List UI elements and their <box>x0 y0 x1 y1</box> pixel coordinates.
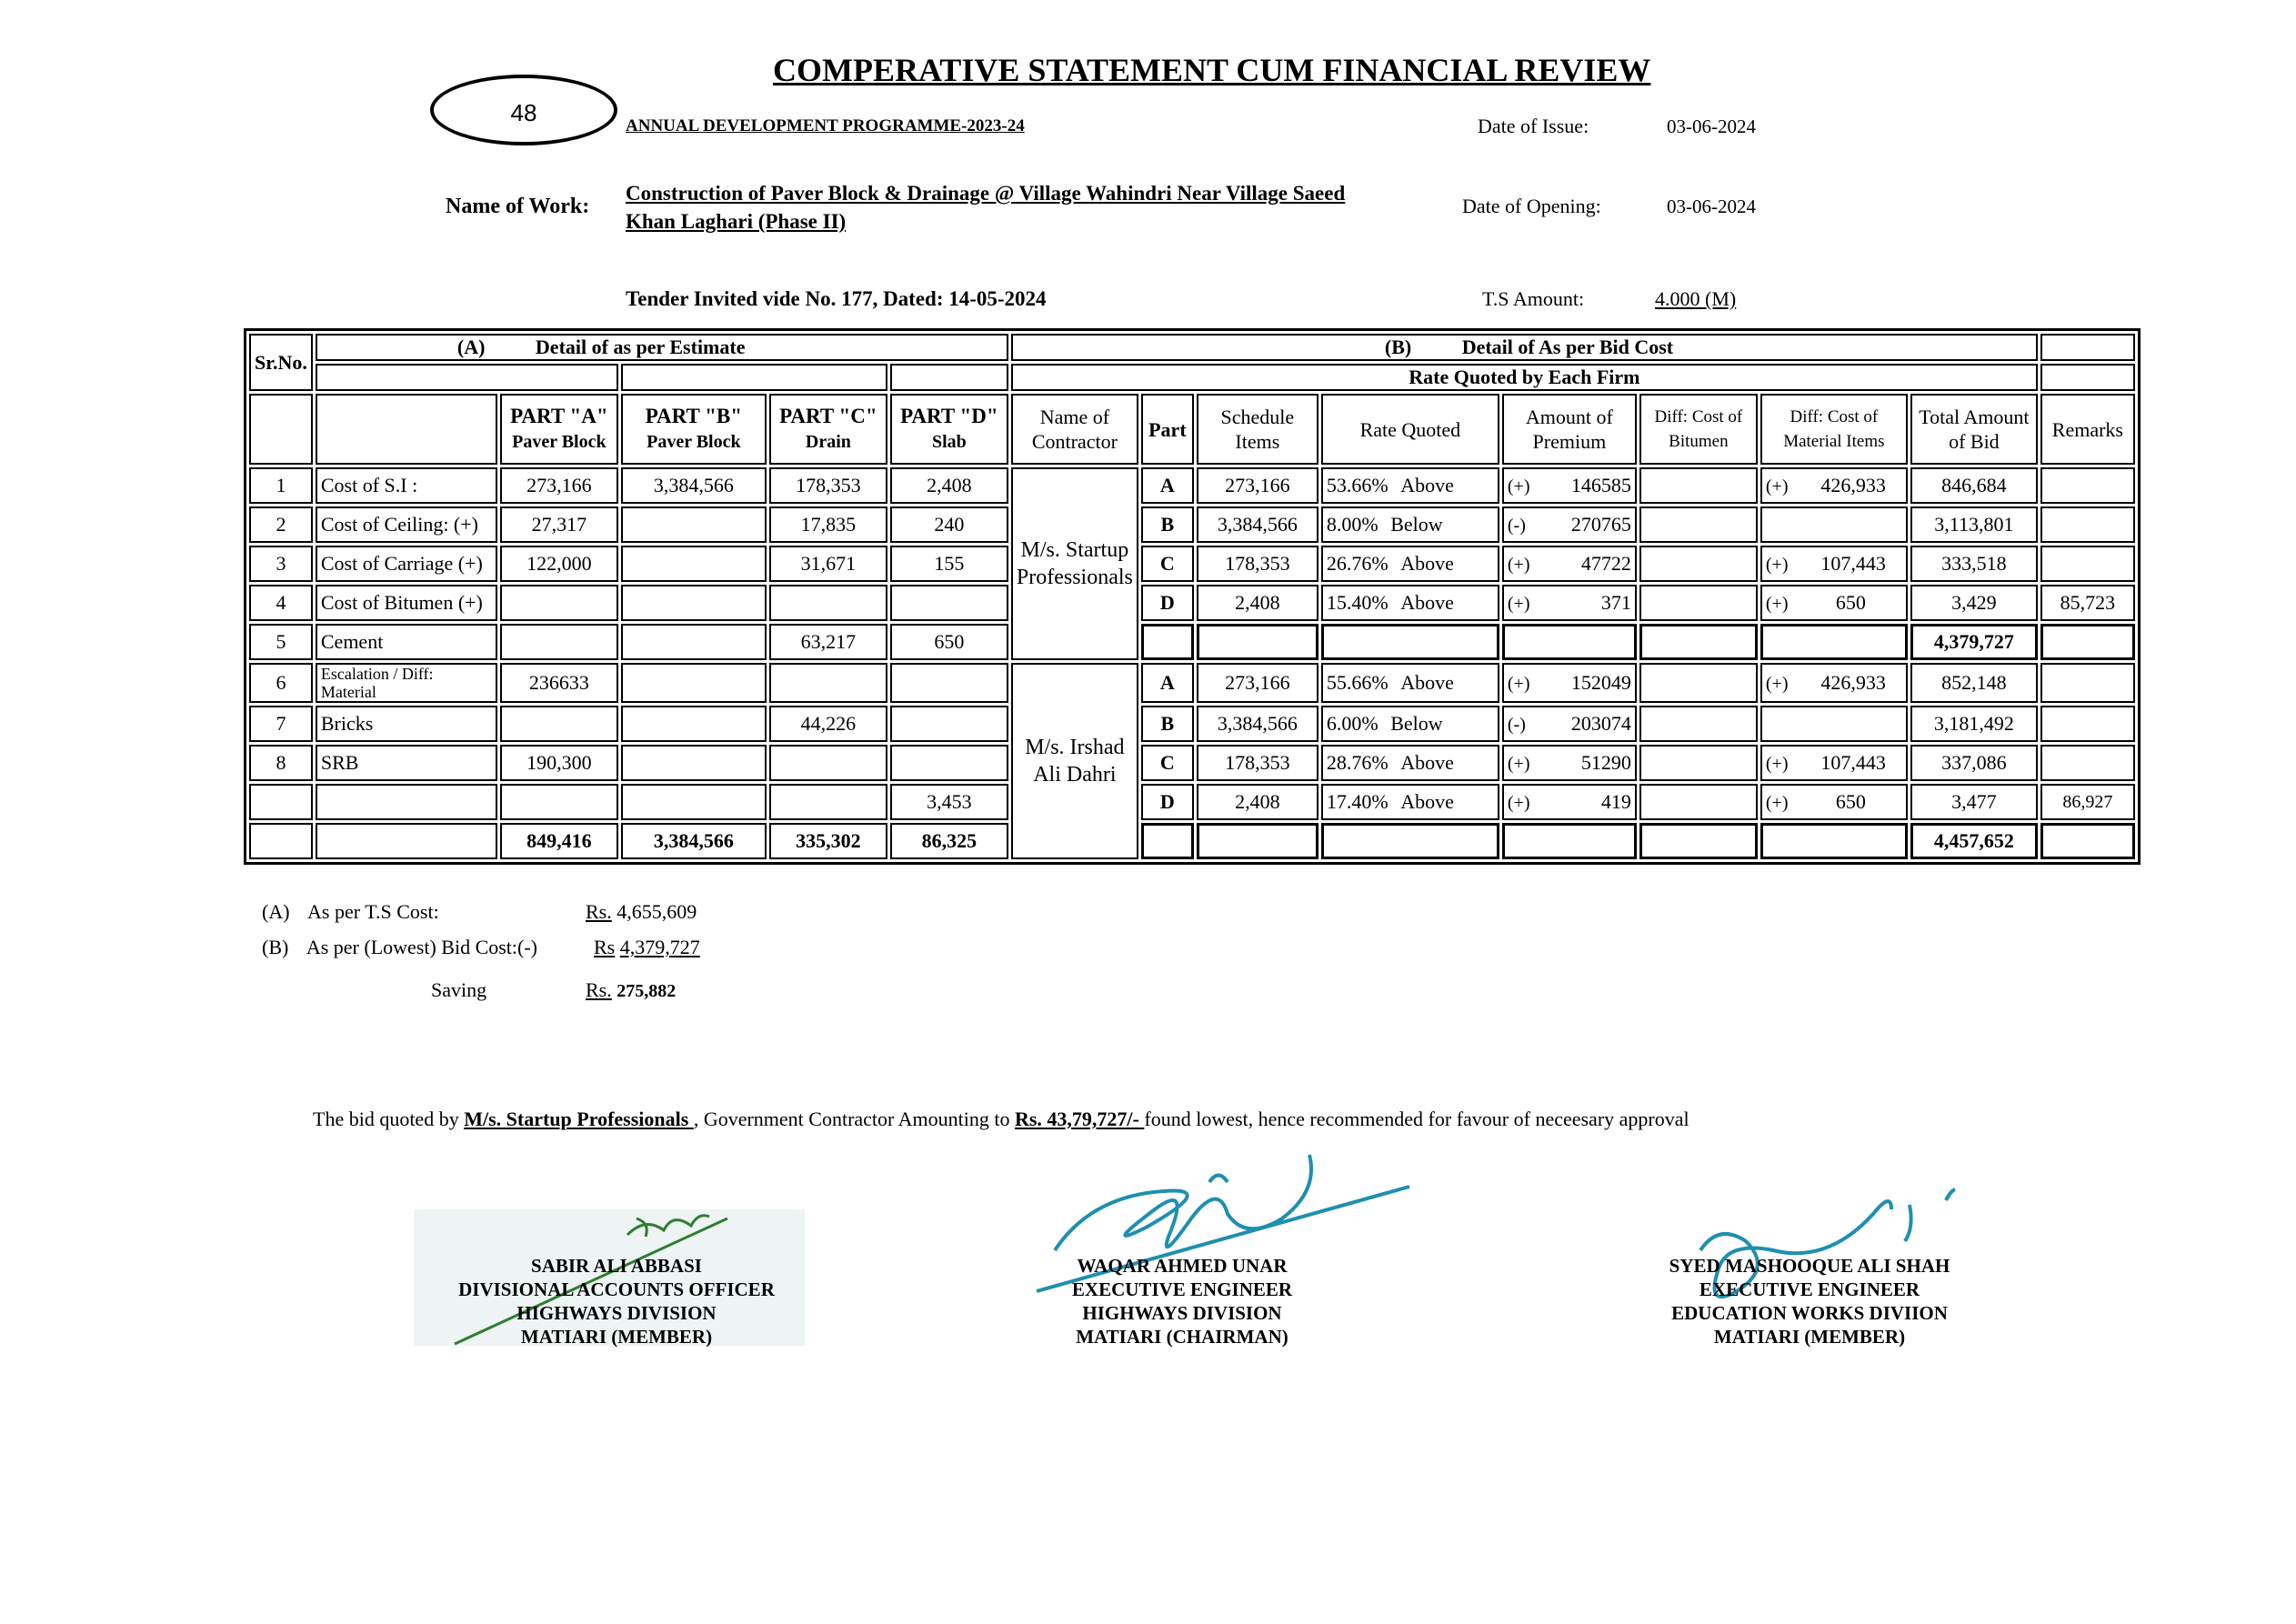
bid-part-cell: C <box>1141 546 1194 582</box>
recommendation-firm: M/s. Startup Professionals <box>464 1108 694 1130</box>
rate-direction: Below <box>1390 712 1443 735</box>
signatory-title: EXECUTIVE ENGINEER <box>1071 1278 1293 1300</box>
schedule-cell: 2,408 <box>1197 585 1318 621</box>
material-value: 107,443 <box>1820 751 1886 774</box>
firm-grand-total: 4,379,727 <box>1910 624 2038 660</box>
ts-amount-label: T.S Amount: <box>1482 287 1585 310</box>
name-of-work: Construction of Paver Block & Drainage @ Village Wahindri Near Village Saeed Khan Laghari (Phase II) <box>626 182 1346 233</box>
remarks-cell: 85,723 <box>2040 585 2135 621</box>
schedule-cell: 178,353 <box>1197 546 1318 582</box>
part-a-cell: 122,000 <box>500 546 618 582</box>
premium-sign: (-) <box>1507 715 1526 735</box>
date-of-issue-label: Date of Issue: <box>1478 115 1589 137</box>
total-part-a: 849,416 <box>500 823 618 859</box>
col-diff-material-l1: Diff: Cost of <box>1790 407 1879 426</box>
recommendation-amount: Rs. 43,79,727/- <box>1014 1108 1145 1130</box>
remarks-cell: 86,927 <box>2040 784 2135 820</box>
total-part-b: 3,384,566 <box>621 823 767 859</box>
signatory-2 <box>1018 1254 1346 1348</box>
col-schedule-l1: Schedule <box>1220 406 1295 428</box>
col-total-l1: Total Amount <box>1919 406 2030 428</box>
bid-part-cell: A <box>1141 663 1194 703</box>
bid-part-cell: A <box>1141 467 1194 504</box>
sr-cell: 4 <box>249 585 313 621</box>
document-title: COMPERATIVE STATEMENT CUM FINANCIAL REVIEW <box>773 52 1651 88</box>
signatory-dept: EDUCATION WORKS DIVIION <box>1671 1302 1948 1324</box>
bid-part-cell: C <box>1141 745 1194 781</box>
rate-direction: Above <box>1400 552 1454 575</box>
total-part-d: 86,325 <box>890 823 1008 859</box>
recommendation-suffix: found lowest, hence recommended for favour of neceesary approval <box>1144 1108 1689 1130</box>
sr-cell: 8 <box>249 745 313 781</box>
bid-part-cell: B <box>1141 706 1194 742</box>
sr-cell: 3 <box>249 546 313 582</box>
signatory-1 <box>444 1254 789 1348</box>
schedule-cell: 273,166 <box>1197 663 1318 703</box>
rate-value: 28.76% <box>1326 751 1389 774</box>
desc-cell: Bricks <box>316 706 497 742</box>
part-c-cell: 63,217 <box>769 624 887 660</box>
col-premium-l2: Premium <box>1532 430 1607 453</box>
material-value: 426,933 <box>1820 474 1886 496</box>
material-value: 650 <box>1835 591 1866 614</box>
premium-value: 152049 <box>1570 671 1631 694</box>
page-number: 48 <box>510 99 537 126</box>
rate-direction: Above <box>1400 591 1454 614</box>
name-of-work-label: Name of Work: <box>446 195 590 218</box>
summary-saving-label: Saving <box>431 978 487 1001</box>
col-part-b-l2: Paver Block <box>647 432 741 452</box>
total-bid-cell: 3,181,492 <box>1910 706 2038 742</box>
summary-a-letter: (A) <box>262 900 290 923</box>
col-part-c-l2: Drain <box>805 432 851 452</box>
signatory-title: DIVISIONAL ACCOUNTS OFFICER <box>458 1278 775 1300</box>
signatory-3 <box>1637 1254 1982 1348</box>
schedule-cell: 178,353 <box>1197 745 1318 781</box>
material-value: 650 <box>1835 790 1866 813</box>
summary-saving-rs: Rs. <box>586 978 612 1001</box>
section-a-letter: (A) <box>456 336 486 358</box>
rate-value: 15.40% <box>1326 591 1389 614</box>
total-part-c: 335,302 <box>769 823 887 859</box>
part-d-cell: 155 <box>890 546 1008 582</box>
premium-value: 203074 <box>1570 712 1631 735</box>
summary-b-label: As per (Lowest) Bid Cost:(-) <box>306 936 538 958</box>
rate-value: 53.66% <box>1326 474 1389 496</box>
total-bid-cell: 337,086 <box>1910 745 2038 781</box>
summary-b-value: 4,379,727 <box>619 936 700 958</box>
material-value: 107,443 <box>1820 552 1886 575</box>
rate-direction: Below <box>1390 513 1443 536</box>
signatory-dept: HIGHWAYS DIVISION <box>1082 1302 1282 1324</box>
col-rate: Rate Quoted <box>1321 394 1499 465</box>
total-bid-cell: 3,113,801 <box>1910 506 2038 543</box>
summary-saving-value: 275,882 <box>617 981 677 1001</box>
contractor-name-cell: M/s. Startup Professionals <box>1011 467 1138 660</box>
col-part-a-l2: Paver Block <box>512 432 607 452</box>
col-part-d-l2: Slab <box>931 432 967 452</box>
sr-cell: 7 <box>249 706 313 742</box>
signatory-name: WAQAR AHMED UNAR <box>1077 1255 1288 1277</box>
signatory-title: EXECUTIVE ENGINEER <box>1699 1278 1920 1300</box>
material-sign: (+) <box>1765 674 1789 694</box>
part-a-cell: 27,317 <box>500 506 618 543</box>
rate-quoted-each-firm: Rate Quoted by Each Firm <box>1011 364 2038 391</box>
desc-cell: Cost of S.I : <box>316 467 497 504</box>
col-contractor-l1: Name of <box>1039 406 1110 428</box>
rate-value: 17.40% <box>1326 790 1389 813</box>
part-a-cell: 273,166 <box>500 467 618 504</box>
rate-direction: Above <box>1400 671 1454 694</box>
section-a-title: Detail of as per Estimate <box>535 336 746 358</box>
premium-sign: (+) <box>1507 754 1530 774</box>
col-remarks: Remarks <box>2040 394 2135 465</box>
desc-cell: Cement <box>316 624 497 660</box>
part-c-cell: 44,226 <box>769 706 887 742</box>
schedule-cell: 273,166 <box>1197 467 1318 504</box>
premium-sign: (+) <box>1507 476 1530 496</box>
date-of-opening-label: Date of Opening: <box>1462 195 1601 217</box>
summary-a-label: As per T.S Cost: <box>307 900 439 923</box>
bid-part-cell: D <box>1141 585 1194 621</box>
part-c-cell: 178,353 <box>769 467 887 504</box>
recommendation-prefix: The bid quoted by <box>313 1108 465 1130</box>
date-of-opening: 03-06-2024 <box>1667 195 1756 217</box>
signatory-role: MATIARI (CHAIRMAN) <box>1076 1326 1288 1348</box>
rate-direction: Above <box>1400 474 1454 496</box>
rate-direction: Above <box>1400 790 1454 813</box>
col-diff-bitumen-l2: Bitumen <box>1669 432 1729 451</box>
premium-value: 270765 <box>1570 513 1631 536</box>
summary-b-rs: Rs <box>594 936 616 958</box>
premium-value: 371 <box>1600 591 1631 614</box>
col-part-d-l1: PART "D" <box>900 405 998 427</box>
col-part: Part <box>1141 394 1194 465</box>
material-sign: (+) <box>1765 476 1789 496</box>
part-d-cell: 650 <box>890 624 1008 660</box>
col-part-a-l1: PART "A" <box>510 405 608 427</box>
desc-cell: Cost of Carriage (+) <box>316 546 497 582</box>
bid-part-cell: B <box>1141 506 1194 543</box>
col-schedule-l2: Items <box>1235 430 1280 453</box>
part-b-cell: 3,384,566 <box>621 467 767 504</box>
col-total-l2: of Bid <box>1949 430 2000 453</box>
section-b-letter: (B) <box>1384 336 1412 358</box>
premium-sign: (+) <box>1507 674 1530 694</box>
part-d-cell: 240 <box>890 506 1008 543</box>
total-bid-cell: 3,477 <box>1910 784 2038 820</box>
date-of-issue: 03-06-2024 <box>1667 115 1756 137</box>
summary-b-letter: (B) <box>262 936 289 958</box>
total-bid-cell: 333,518 <box>1910 546 2038 582</box>
premium-value: 47722 <box>1580 552 1631 575</box>
summary-a-rs: Rs. <box>586 900 612 923</box>
premium-value: 146585 <box>1570 474 1631 496</box>
total-bid-cell: 852,148 <box>1910 663 2038 703</box>
rate-value: 8.00% <box>1326 513 1379 536</box>
firm-grand-total: 4,457,652 <box>1910 823 2038 859</box>
premium-sign: (+) <box>1507 594 1530 614</box>
tender-reference: Tender Invited vide No. 177, Dated: 14-05-2024 <box>626 287 1047 310</box>
material-sign: (+) <box>1765 754 1789 774</box>
part-a-cell: 236633 <box>500 663 618 703</box>
total-bid-cell: 846,684 <box>1910 467 2038 504</box>
sr-cell: 6 <box>249 663 313 703</box>
premium-value: 51290 <box>1580 751 1631 774</box>
contractor-name-cell: M/s. Irshad Ali Dahri <box>1011 663 1138 859</box>
col-contractor-l2: Contractor <box>1031 430 1118 453</box>
signatory-dept: HIGHWAYS DIVISION <box>516 1302 717 1324</box>
desc-cell: Escalation / Diff: Material <box>316 663 497 703</box>
desc-cell: Cost of Ceiling: (+) <box>316 506 497 543</box>
total-bid-cell: 3,429 <box>1910 585 2038 621</box>
part-c-cell: 17,835 <box>769 506 887 543</box>
schedule-cell: 3,384,566 <box>1197 506 1318 543</box>
premium-value: 419 <box>1600 790 1631 813</box>
material-sign: (+) <box>1765 594 1789 614</box>
rate-value: 6.00% <box>1326 712 1379 735</box>
material-sign: (+) <box>1765 555 1789 575</box>
programme-label: ANNUAL DEVELOPMENT PROGRAMME-2023-24 <box>626 116 1025 135</box>
material-value: 426,933 <box>1820 671 1886 694</box>
sr-cell: 1 <box>249 467 313 504</box>
signatory-role: MATIARI (MEMBER) <box>520 1326 713 1348</box>
recommendation-middle: , Government Contractor Amounting to <box>693 1108 1015 1130</box>
rate-value: 26.76% <box>1326 552 1389 575</box>
signatory-name: SABIR ALI ABBASI <box>531 1255 702 1277</box>
part-a-cell: 190,300 <box>500 745 618 781</box>
col-premium-l1: Amount of <box>1525 406 1613 428</box>
schedule-cell: 2,408 <box>1197 784 1318 820</box>
sr-cell: 5 <box>249 624 313 660</box>
rate-value: 55.66% <box>1326 671 1389 694</box>
desc-cell: Cost of Bitumen (+) <box>316 585 497 621</box>
material-sign: (+) <box>1765 793 1789 813</box>
rate-direction: Above <box>1400 751 1454 774</box>
sr-cell: 2 <box>249 506 313 543</box>
summary-a-value: 4,655,609 <box>617 900 697 923</box>
part-c-cell: 31,671 <box>769 546 887 582</box>
part-d-cell: 2,408 <box>890 467 1008 504</box>
desc-cell: SRB <box>316 745 497 781</box>
schedule-cell: 3,384,566 <box>1197 706 1318 742</box>
section-b-title: Detail of As per Bid Cost <box>1461 336 1674 358</box>
premium-sign: (+) <box>1507 793 1530 813</box>
col-diff-material-l2: Material Items <box>1783 432 1885 451</box>
col-part-c-l1: PART "C" <box>779 405 877 427</box>
bid-part-cell: D <box>1141 784 1194 820</box>
part-d-cell: 3,453 <box>890 784 1008 820</box>
premium-sign: (+) <box>1507 555 1530 575</box>
premium-sign: (-) <box>1507 516 1526 536</box>
ts-amount: 4.000 (M) <box>1655 287 1737 310</box>
signatory-role: MATIARI (MEMBER) <box>1713 1326 1906 1348</box>
col-part-b-l1: PART "B" <box>645 405 743 427</box>
srno-header: Sr.No. <box>249 334 313 391</box>
col-diff-bitumen-l1: Diff: Cost of <box>1654 407 1743 426</box>
signatory-name: SYED MASHOOQUE ALI SHAH <box>1669 1255 1950 1277</box>
